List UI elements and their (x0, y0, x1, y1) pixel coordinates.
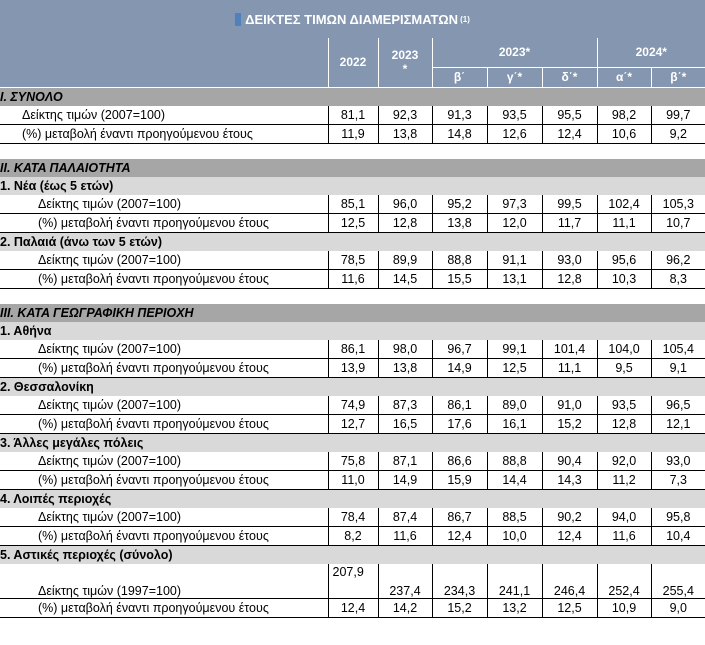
header-2023-quarters: 2023* (432, 38, 597, 67)
value-cell: 98,2 (597, 106, 651, 125)
section-title-age: II. ΚΑΤΑ ΠΑΛΑΙΟΤΗΤΑ (0, 159, 705, 177)
value-cell: 12,4 (328, 598, 378, 617)
table-row (0, 508, 705, 527)
group-title: 5. Αστικές περιοχές (σύνολο) (0, 545, 705, 564)
value-cell: 104,0 (597, 340, 651, 359)
spacer-row (0, 288, 705, 304)
value-cell: 90,2 (542, 508, 597, 527)
value-cell: 86,6 (432, 452, 487, 471)
group-title: 2. Παλαιά (άνω των 5 ετών) (0, 232, 705, 251)
value-cell: 92,3 (378, 106, 432, 125)
value-cell: 14,9 (432, 358, 487, 377)
value-cell: 12,8 (597, 414, 651, 433)
value-cell: 86,7 (432, 508, 487, 527)
value-cell: 7,3 (651, 470, 705, 489)
value-cell: 91,1 (487, 251, 542, 270)
section-header (0, 159, 705, 177)
group-header (0, 232, 705, 251)
value-cell: 105,3 (651, 195, 705, 214)
value-cell: 99,5 (542, 195, 597, 214)
row-label: (%) μεταβολή έναντι προηγούμενου έτους (0, 213, 328, 232)
value-cell: 92,0 (597, 452, 651, 471)
value-cell: 87,1 (378, 452, 432, 471)
value-cell: 13,9 (328, 358, 378, 377)
header-q-2023-c: γ΄* (487, 67, 542, 87)
value-cell: 12,5 (328, 213, 378, 232)
value-cell: 15,9 (432, 470, 487, 489)
value-cell: 13,1 (487, 269, 542, 288)
value-cell: 93,0 (542, 251, 597, 270)
value-cell: 96,5 (651, 396, 705, 415)
row-label: (%) μεταβολή έναντι προηγούμενου έτους (0, 470, 328, 489)
value-cell: 8,3 (651, 269, 705, 288)
value-cell: 207,9 (328, 564, 378, 599)
value-cell: 75,8 (328, 452, 378, 471)
value-cell: 95,8 (651, 508, 705, 527)
group-header (0, 489, 705, 508)
price-index-table (0, 38, 705, 618)
value-cell: 93,0 (651, 452, 705, 471)
value-cell: 234,3 (432, 564, 487, 599)
value-cell: 12,8 (542, 269, 597, 288)
value-cell: 14,8 (432, 124, 487, 143)
value-cell: 15,2 (432, 598, 487, 617)
table-row (0, 195, 705, 214)
row-label: Δείκτης τιμών (2007=100) (0, 452, 328, 471)
bookmark-icon (235, 13, 241, 26)
group-title: 4. Λοιπές περιοχές (0, 489, 705, 508)
value-cell: 86,1 (432, 396, 487, 415)
spacer-cell (0, 143, 705, 159)
table-row (0, 124, 705, 143)
row-label: Δείκτης τιμών (2007=100) (0, 251, 328, 270)
table-row (0, 564, 705, 599)
value-cell: 96,2 (651, 251, 705, 270)
value-cell: 10,3 (597, 269, 651, 288)
value-cell: 12,0 (487, 213, 542, 232)
value-cell: 99,7 (651, 106, 705, 125)
row-label: Δείκτης τιμών (2007=100) (0, 396, 328, 415)
value-cell: 93,5 (487, 106, 542, 125)
value-cell: 89,9 (378, 251, 432, 270)
value-cell: 237,4 (378, 564, 432, 599)
table-row (0, 251, 705, 270)
group-title: 3. Άλλες μεγάλες πόλεις (0, 433, 705, 452)
row-label: Δείκτης τιμών (2007=100) (0, 508, 328, 527)
header-2024-quarters: 2024* (597, 38, 705, 67)
value-cell: 86,1 (328, 340, 378, 359)
value-cell: 8,2 (328, 526, 378, 545)
table-row (0, 526, 705, 545)
value-cell: 11,1 (542, 358, 597, 377)
value-cell: 10,6 (597, 124, 651, 143)
section-title-total: I. ΣΥΝΟΛΟ (0, 87, 705, 106)
table-row (0, 340, 705, 359)
group-header (0, 322, 705, 340)
value-cell: 11,6 (328, 269, 378, 288)
value-cell: 11,1 (597, 213, 651, 232)
value-cell: 91,3 (432, 106, 487, 125)
value-cell: 255,4 (651, 564, 705, 599)
value-cell: 9,1 (651, 358, 705, 377)
value-cell: 11,2 (597, 470, 651, 489)
value-cell: 96,7 (432, 340, 487, 359)
row-label: Δείκτης τιμών (2007=100) (0, 106, 328, 125)
section-header (0, 304, 705, 322)
value-cell: 12,7 (328, 414, 378, 433)
value-cell: 9,5 (597, 358, 651, 377)
value-cell: 13,8 (378, 358, 432, 377)
value-cell: 90,4 (542, 452, 597, 471)
value-cell: 241,1 (487, 564, 542, 599)
value-cell: 10,4 (651, 526, 705, 545)
value-cell: 11,6 (378, 526, 432, 545)
row-label: Δείκτης τιμών (2007=100) (0, 195, 328, 214)
value-cell: 10,0 (487, 526, 542, 545)
spacer-cell (0, 288, 705, 304)
value-cell: 10,7 (651, 213, 705, 232)
header-2023-note: * (402, 62, 408, 77)
row-label: (%) μεταβολή έναντι προηγούμενου έτους (0, 414, 328, 433)
value-cell: 246,4 (542, 564, 597, 599)
value-cell: 93,5 (597, 396, 651, 415)
value-cell: 105,4 (651, 340, 705, 359)
value-cell: 81,1 (328, 106, 378, 125)
value-cell: 98,0 (378, 340, 432, 359)
value-cell: 78,4 (328, 508, 378, 527)
value-cell: 9,0 (651, 598, 705, 617)
value-cell: 11,6 (597, 526, 651, 545)
value-cell: 252,4 (597, 564, 651, 599)
value-cell: 14,9 (378, 470, 432, 489)
table-row (0, 106, 705, 125)
value-cell: 95,6 (597, 251, 651, 270)
row-label: (%) μεταβολή έναντι προηγούμενου έτους (0, 124, 328, 143)
header-2023-year: 2023 (391, 48, 419, 63)
value-cell: 87,4 (378, 508, 432, 527)
row-label: (%) μεταβολή έναντι προηγούμενου έτους (0, 358, 328, 377)
header-q-2024-a: α΄* (597, 67, 651, 87)
group-title: 1. Νέα (έως 5 ετών) (0, 177, 705, 195)
value-cell: 99,1 (487, 340, 542, 359)
value-cell: 89,0 (487, 396, 542, 415)
value-cell: 14,5 (378, 269, 432, 288)
value-cell: 14,3 (542, 470, 597, 489)
table-row (0, 414, 705, 433)
value-cell: 16,1 (487, 414, 542, 433)
value-cell: 85,1 (328, 195, 378, 214)
title-footnote-marker: (1) (460, 14, 470, 24)
table-title-bar (0, 0, 705, 38)
value-cell: 88,5 (487, 508, 542, 527)
value-cell: 88,8 (432, 251, 487, 270)
value-cell: 101,4 (542, 340, 597, 359)
group-title: 1. Αθήνα (0, 322, 705, 340)
value-cell: 13,8 (432, 213, 487, 232)
group-header (0, 377, 705, 396)
value-cell: 88,8 (487, 452, 542, 471)
group-header (0, 177, 705, 195)
value-cell: 95,5 (542, 106, 597, 125)
value-cell: 102,4 (597, 195, 651, 214)
group-header (0, 433, 705, 452)
value-cell: 96,0 (378, 195, 432, 214)
header-q-2023-b: β΄ (432, 67, 487, 87)
group-title: 2. Θεσσαλονίκη (0, 377, 705, 396)
value-cell: 74,9 (328, 396, 378, 415)
table-title: ΔΕΙΚΤΕΣ ΤΙΜΩΝ ΔΙΑΜΕΡΙΣΜΑΤΩΝ (245, 11, 459, 27)
value-cell: 94,0 (597, 508, 651, 527)
value-cell: 13,2 (487, 598, 542, 617)
row-label: Δείκτης τιμών (2007=100) (0, 340, 328, 359)
table-row (0, 396, 705, 415)
header-q-2024-b: β΄* (651, 67, 705, 87)
table-row (0, 452, 705, 471)
value-cell: 12,4 (542, 124, 597, 143)
row-label: (%) μεταβολή έναντι προηγούμενου έτους (0, 598, 328, 617)
value-cell: 11,0 (328, 470, 378, 489)
group-header (0, 545, 705, 564)
row-label: (%) μεταβολή έναντι προηγούμενου έτους (0, 526, 328, 545)
value-cell: 12,5 (487, 358, 542, 377)
value-cell: 12,1 (651, 414, 705, 433)
value-cell: 97,3 (487, 195, 542, 214)
value-cell: 87,3 (378, 396, 432, 415)
header-q-2023-d: δ΄* (542, 67, 597, 87)
table-row (0, 358, 705, 377)
value-cell: 12,4 (542, 526, 597, 545)
value-cell: 11,7 (542, 213, 597, 232)
value-cell: 17,6 (432, 414, 487, 433)
table-row (0, 213, 705, 232)
value-cell: 12,8 (378, 213, 432, 232)
section-header (0, 87, 705, 106)
value-cell: 12,4 (432, 526, 487, 545)
value-cell: 14,4 (487, 470, 542, 489)
row-label: Δείκτης τιμών (1997=100) (0, 564, 328, 599)
value-cell: 16,5 (378, 414, 432, 433)
value-cell: 78,5 (328, 251, 378, 270)
header-2022: 2022 (328, 38, 378, 87)
value-cell: 10,9 (597, 598, 651, 617)
value-cell: 91,0 (542, 396, 597, 415)
table-row (0, 598, 705, 617)
section-title-region: III. ΚΑΤΑ ΓΕΩΓΡΑΦΙΚΗ ΠΕΡΙΟΧΗ (0, 304, 705, 322)
value-cell: 95,2 (432, 195, 487, 214)
value-cell: 13,8 (378, 124, 432, 143)
value-cell: 12,6 (487, 124, 542, 143)
spacer-row (0, 143, 705, 159)
header-blank (0, 38, 328, 87)
table-row (0, 269, 705, 288)
value-cell: 12,5 (542, 598, 597, 617)
table-row (0, 470, 705, 489)
row-label: (%) μεταβολή έναντι προηγούμενου έτους (0, 269, 328, 288)
value-cell: 15,2 (542, 414, 597, 433)
header-2023 (378, 38, 432, 87)
value-cell: 14,2 (378, 598, 432, 617)
value-cell: 9,2 (651, 124, 705, 143)
value-cell: 15,5 (432, 269, 487, 288)
value-cell: 11,9 (328, 124, 378, 143)
